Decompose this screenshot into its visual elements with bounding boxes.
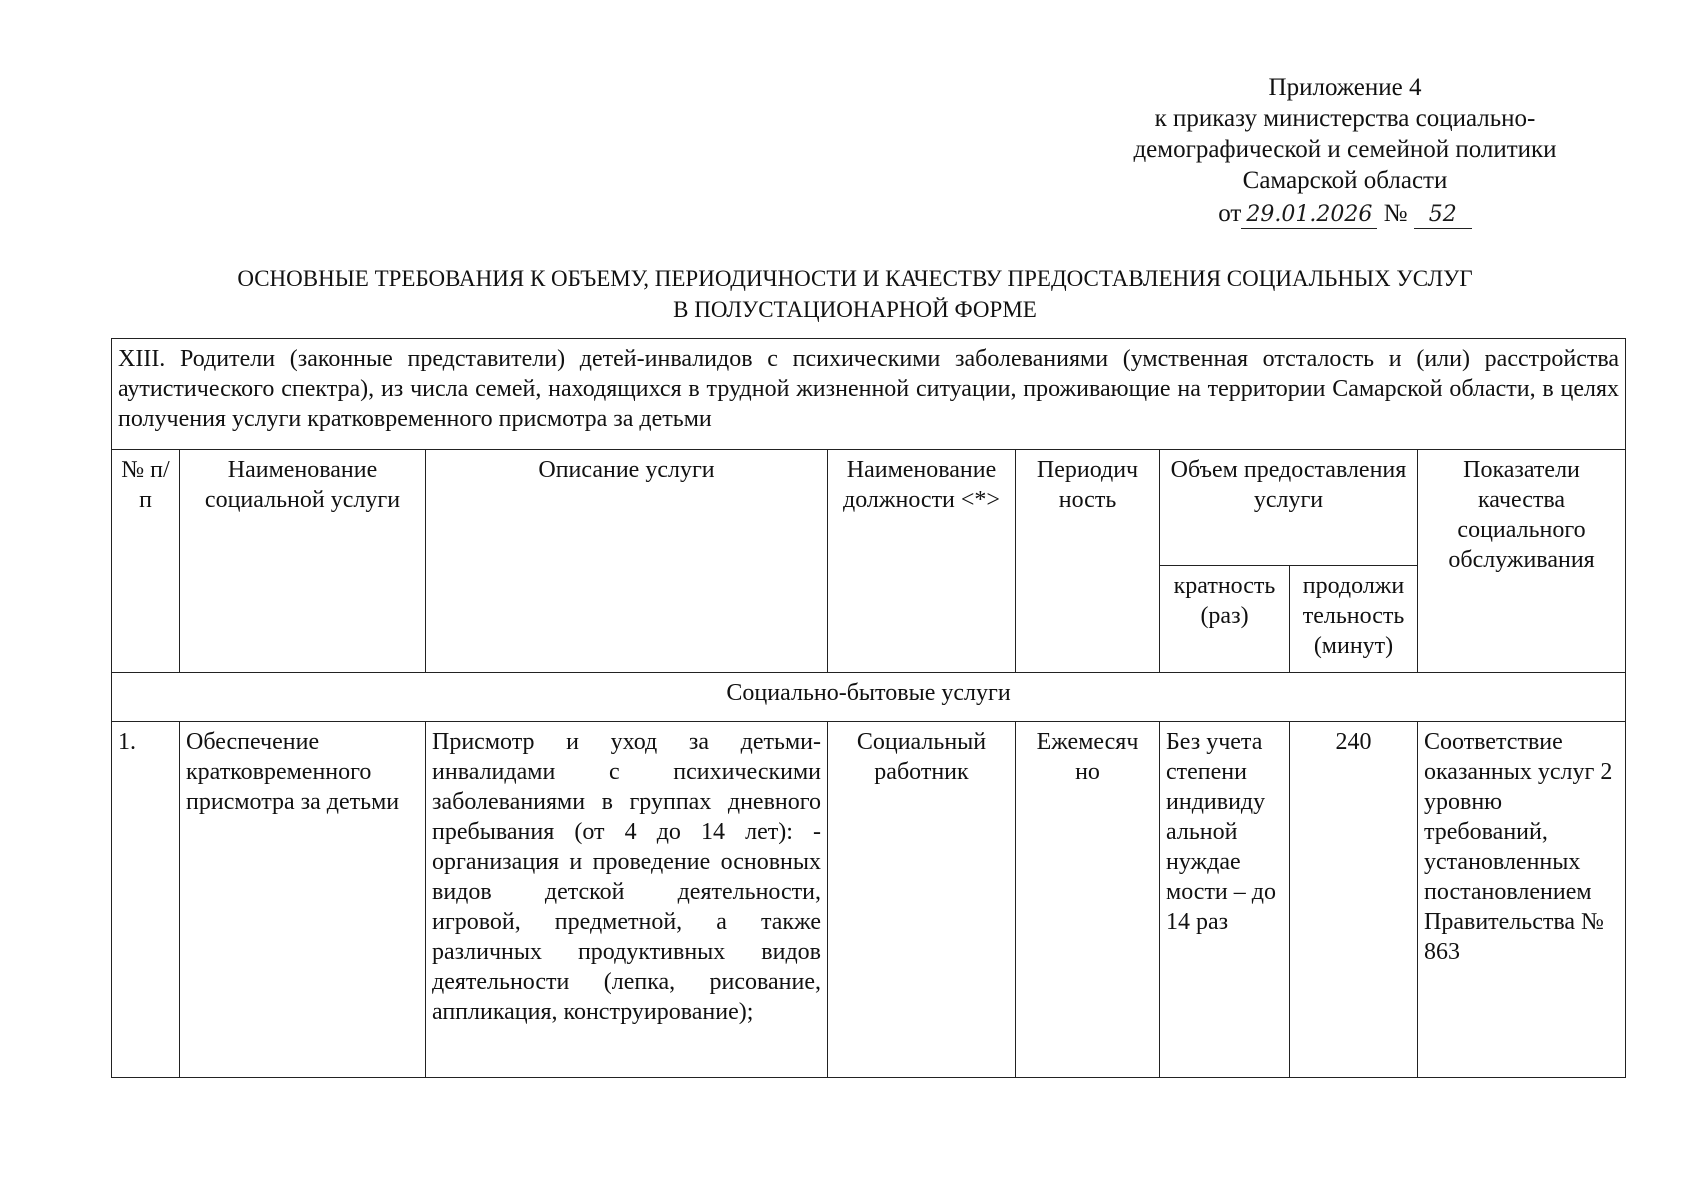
header-frequency: кратность (раз): [1160, 565, 1290, 672]
row-num: 1.: [112, 722, 180, 1078]
row-periodicity: Ежемесяч но: [1016, 722, 1160, 1078]
section-heading: XIII. Родители (законные представители) детей-инвалидов с психическими заболеваниями (умственная отсталость и (или) расстройства аутистического спектра), из числа семей, находящихся в трудной жизненной ситуации, проживающие на территории Самарской области, в целях получения услуги кратковременного присмотра за детьми: [112, 339, 1626, 450]
header-quality: Показатели качества социального обслуживания: [1418, 450, 1626, 673]
appendix-ministry-line: демографической и семейной политики: [1133, 136, 1557, 163]
number-prefix: №: [1383, 200, 1408, 227]
row-description: Присмотр и уход за детьми-инвалидами с психическими заболеваниями в группах дневного пребывания (от 4 до 14 лет): - организация и проведение основных видов детской деятельности, игровой, предметной, а также различных продуктивных видов деятельности (лепка, рисование, аппликация, конструирование);: [426, 722, 828, 1078]
appendix-block: [1080, 72, 1610, 229]
row-service-name: Обеспечение кратковременного присмотра за детьми: [180, 722, 426, 1078]
row-frequency: Без учета степени индивиду альной нуждае мости – до 14 раз: [1160, 722, 1290, 1078]
header-position: Наименование должности <*>: [828, 450, 1016, 673]
handwritten-number: 52: [1414, 202, 1472, 229]
row-quality: Соответствие оказанных услуг 2 уровню требований, установленных постановлением Правительства № 863: [1418, 722, 1626, 1078]
appendix-title: Приложение 4: [1268, 74, 1422, 101]
header-periodicity: Периодич ность: [1016, 450, 1160, 673]
row-duration: 240: [1290, 722, 1418, 1078]
header-duration: продолжи тельность (минут): [1290, 565, 1418, 672]
group-heading: Социально-бытовые услуги: [112, 673, 1626, 722]
row-position: Социальный работник: [828, 722, 1016, 1078]
document-title: [110, 263, 1600, 325]
header-volume: Объем предоставления услуги: [1160, 450, 1418, 566]
header-service-name: Наименование социальной услуги: [180, 450, 426, 673]
header-num: № п/п: [112, 450, 180, 673]
document-title-line-1: ОСНОВНЫЕ ТРЕБОВАНИЯ К ОБЪЕМУ, ПЕРИОДИЧНОСТИ И КАЧЕСТВУ ПРЕДОСТАВЛЕНИЯ СОЦИАЛЬНЫХ УСЛУГ: [237, 266, 1473, 291]
appendix-region-line: Самарской области: [1242, 167, 1448, 194]
appendix-order-line: к приказу министерства социально-: [1154, 105, 1536, 132]
header-description: Описание услуги: [426, 450, 828, 673]
requirements-table: [111, 338, 1626, 1078]
document-title-line-2: В ПОЛУСТАЦИОНАРНОЙ ФОРМЕ: [673, 297, 1037, 322]
section-heading-row: [112, 339, 1626, 450]
table-row: [112, 722, 1626, 1078]
appendix-date-number-line: [1080, 198, 1610, 229]
date-prefix: от: [1218, 200, 1242, 227]
handwritten-date: 29.01.2026: [1241, 202, 1377, 229]
group-heading-row: [112, 673, 1626, 722]
header-row: [112, 450, 1626, 566]
